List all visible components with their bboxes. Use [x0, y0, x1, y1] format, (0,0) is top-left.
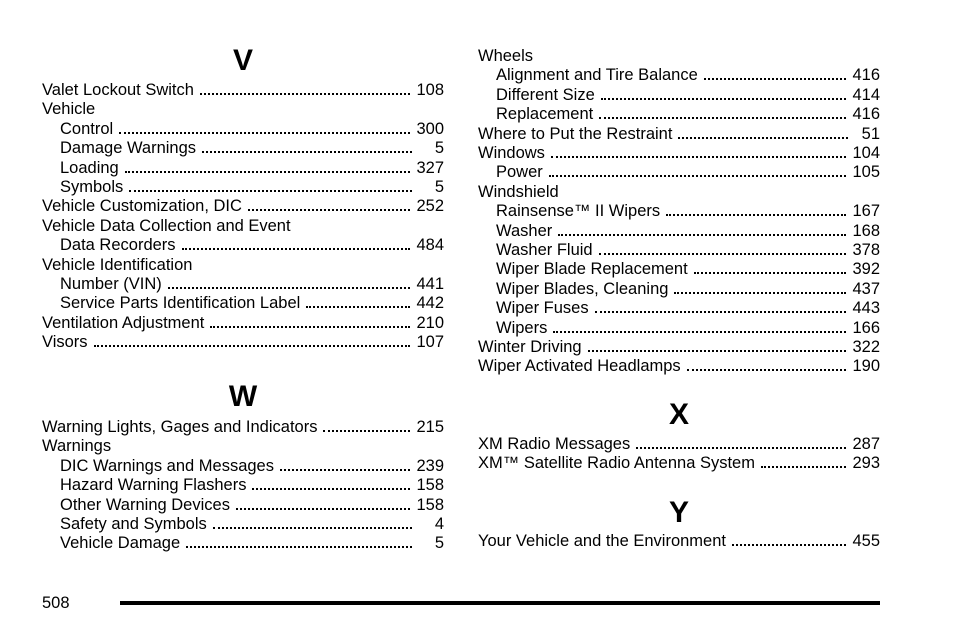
index-entry: [42, 197, 444, 216]
index-entry-label: Washer: [496, 221, 553, 240]
index-entry-label: Valet Lockout Switch: [42, 81, 194, 99]
index-entry-page: 5: [434, 534, 444, 553]
dot-leader: [125, 170, 411, 173]
index-entry-page: 414: [852, 85, 880, 104]
dot-leader: [678, 136, 848, 139]
index-entry: [60, 294, 444, 313]
index-entry-label: Hazard Warning Flashers: [60, 476, 247, 495]
index-entry: [60, 476, 444, 495]
index-entry-page: 215: [416, 418, 444, 436]
index-entry-label: Windshield: [478, 182, 559, 201]
index-entry-page: 437: [852, 279, 880, 298]
dot-leader: [694, 271, 847, 274]
dot-leader: [202, 150, 412, 153]
section-letter-w: W: [228, 380, 258, 413]
index-entry-label: Power: [496, 163, 543, 182]
index-entry: [60, 159, 444, 178]
index-entry: [60, 515, 444, 534]
dot-leader: [636, 446, 846, 449]
index-entry-page: 51: [861, 124, 880, 143]
index-entry: [496, 66, 880, 85]
dot-leader: [186, 545, 412, 548]
dot-leader: [732, 543, 846, 546]
dot-leader: [558, 233, 846, 236]
index-entry-label: Washer Fluid: [496, 241, 593, 259]
index-entry-label: Loading: [60, 158, 119, 177]
dot-leader: [200, 92, 411, 95]
index-entry: [496, 299, 880, 318]
dot-leader: [210, 325, 410, 328]
index-entry-page: 108: [416, 81, 444, 99]
index-entry-label: XM Radio Messages: [478, 435, 631, 453]
index-entry-page: 167: [852, 202, 880, 221]
section-letter-y: Y: [668, 496, 689, 529]
index-entry-label: Service Parts Identification Label: [60, 294, 301, 313]
index-entry-label: Where to Put the Restraint: [478, 124, 673, 143]
section-letter-v: V: [232, 44, 253, 77]
dot-leader: [248, 208, 411, 211]
index-entry: [496, 260, 880, 279]
index-entry: [42, 437, 444, 456]
index-entry-label: Different Size: [496, 85, 595, 104]
index-entry: [478, 357, 880, 376]
index-entry-page: 158: [416, 495, 444, 514]
index-entry-label: Wheels: [478, 47, 534, 65]
dot-leader: [280, 468, 410, 471]
index-entry: [60, 236, 444, 255]
dot-leader: [601, 97, 847, 100]
dot-leader: [761, 465, 846, 468]
index-entry-label: Vehicle Identification: [42, 255, 193, 274]
dot-leader: [549, 174, 847, 177]
index-entry-page: 105: [852, 163, 880, 182]
index-entry-page: 5: [434, 139, 444, 158]
index-entry: [60, 120, 444, 139]
index-entry: [496, 86, 880, 105]
index-entry-label: XM™ Satellite Radio Antenna System: [478, 454, 755, 473]
index-entry: [42, 256, 444, 275]
index-entry-page: 455: [852, 532, 880, 550]
index-entry: [478, 183, 880, 202]
index-entry: [42, 333, 444, 352]
index-entry-label: Wiper Blades, Cleaning: [496, 279, 669, 298]
index-entry-label: Your Vehicle and the Environment: [478, 532, 726, 550]
dot-leader: [182, 247, 411, 250]
index-entry: [478, 454, 880, 473]
index-entry: [496, 319, 880, 338]
index-entry-page: 4: [434, 515, 444, 533]
index-entry: [60, 457, 444, 476]
dot-leader: [323, 429, 410, 432]
index-entry-label: Symbols: [60, 178, 124, 196]
index-entry: [496, 222, 880, 241]
index-entry: [496, 105, 880, 124]
dot-leader: [236, 507, 411, 510]
index-entry-page: 416: [852, 66, 880, 85]
index-entry-label: DIC Warnings and Messages: [60, 456, 274, 475]
index-entry-page: 190: [852, 357, 880, 376]
index-entry-page: 5: [434, 178, 444, 196]
footer-rule: [120, 601, 880, 605]
index-entry: [478, 338, 880, 357]
index-entry-label: Vehicle Damage: [60, 534, 181, 553]
index-entry-label: Damage Warnings: [60, 139, 197, 158]
dot-leader: [551, 155, 847, 158]
dot-leader: [119, 131, 410, 134]
dot-leader: [588, 349, 847, 352]
index-entry: [496, 163, 880, 182]
dot-leader: [129, 189, 412, 192]
index-entry: [42, 81, 444, 100]
index-entry-label: Vehicle: [42, 100, 96, 119]
index-entry-label: Warnings: [42, 437, 112, 456]
dot-leader: [252, 487, 410, 490]
index-entry: [42, 217, 444, 236]
index-entry-page: 416: [852, 105, 880, 124]
dot-leader: [213, 526, 412, 529]
index-entry-page: 168: [852, 221, 880, 240]
index-entry-label: Warning Lights, Gages and Indicators: [42, 418, 318, 436]
index-entry: [60, 139, 444, 158]
index-entry: [496, 202, 880, 221]
index-entry-page: 392: [852, 260, 880, 279]
index-entry-page: 210: [416, 313, 444, 332]
index-entry-label: Replacement: [496, 105, 594, 124]
index-entry: [478, 144, 880, 163]
dot-leader: [553, 330, 846, 333]
index-entry: [496, 280, 880, 299]
index-entry: [42, 314, 444, 333]
index-entry-label: Wipers: [496, 318, 548, 337]
index-entry-label: Vehicle Data Collection and Event: [42, 216, 291, 235]
index-entry-label: Windows: [478, 144, 545, 162]
index-entry-page: 252: [416, 197, 444, 216]
index-entry-label: Ventilation Adjustment: [42, 313, 205, 332]
index-entry-page: 300: [416, 119, 444, 138]
index-entry-page: 239: [416, 456, 444, 475]
index-entry: [478, 47, 880, 66]
index-entry-label: Wiper Fuses: [496, 299, 589, 318]
index-entry-page: 293: [852, 454, 880, 473]
index-entry-label: Control: [60, 119, 114, 138]
index-entry-label: Wiper Activated Headlamps: [478, 357, 681, 376]
dot-leader: [595, 310, 847, 313]
index-entry-label: Alignment and Tire Balance: [496, 66, 698, 85]
index-entry-page: 327: [416, 158, 444, 177]
page-number: 508: [42, 594, 70, 612]
index-entry: [478, 532, 880, 551]
dot-leader: [306, 305, 410, 308]
dot-leader: [599, 116, 846, 119]
index-entry-page: 287: [852, 435, 880, 453]
index-entry-page: 158: [416, 476, 444, 495]
dot-leader: [687, 368, 847, 371]
index-entry-page: 484: [416, 236, 444, 255]
index-entry: [60, 496, 444, 515]
index-entry-label: Wiper Blade Replacement: [496, 260, 688, 279]
index-entry: [42, 418, 444, 437]
index-entry-page: 107: [416, 333, 444, 352]
index-entry: [60, 534, 444, 553]
index-entry-page: 378: [852, 241, 880, 259]
index-entry-label: Data Recorders: [60, 236, 176, 255]
dot-leader: [674, 291, 846, 294]
index-entry: [60, 178, 444, 197]
index-entry-label: Visors: [42, 333, 88, 352]
index-entry-page: 166: [852, 318, 880, 337]
dot-leader: [599, 252, 847, 255]
index-entry: [60, 275, 444, 294]
index-entry: [478, 125, 880, 144]
index-entry-label: Number (VIN): [60, 275, 162, 293]
index-entry-page: 441: [416, 275, 444, 293]
dot-leader: [168, 286, 411, 289]
dot-leader: [94, 344, 411, 347]
section-letter-x: X: [668, 398, 689, 431]
index-entry-page: 443: [852, 299, 880, 318]
index-entry-label: Vehicle Customization, DIC: [42, 197, 242, 216]
dot-leader: [704, 77, 847, 80]
index-entry-label: Winter Driving: [478, 338, 582, 356]
dot-leader: [666, 213, 846, 216]
index-entry: [42, 100, 444, 119]
index-entry-page: 104: [852, 144, 880, 162]
index-entry: [496, 241, 880, 260]
index-entry-label: Safety and Symbols: [60, 515, 207, 533]
index-entry-page: 322: [852, 338, 880, 356]
index-entry-page: 442: [416, 294, 444, 313]
index-entry-label: Rainsense™ II Wipers: [496, 202, 661, 221]
index-entry-label: Other Warning Devices: [60, 495, 230, 514]
index-entry: [478, 435, 880, 454]
